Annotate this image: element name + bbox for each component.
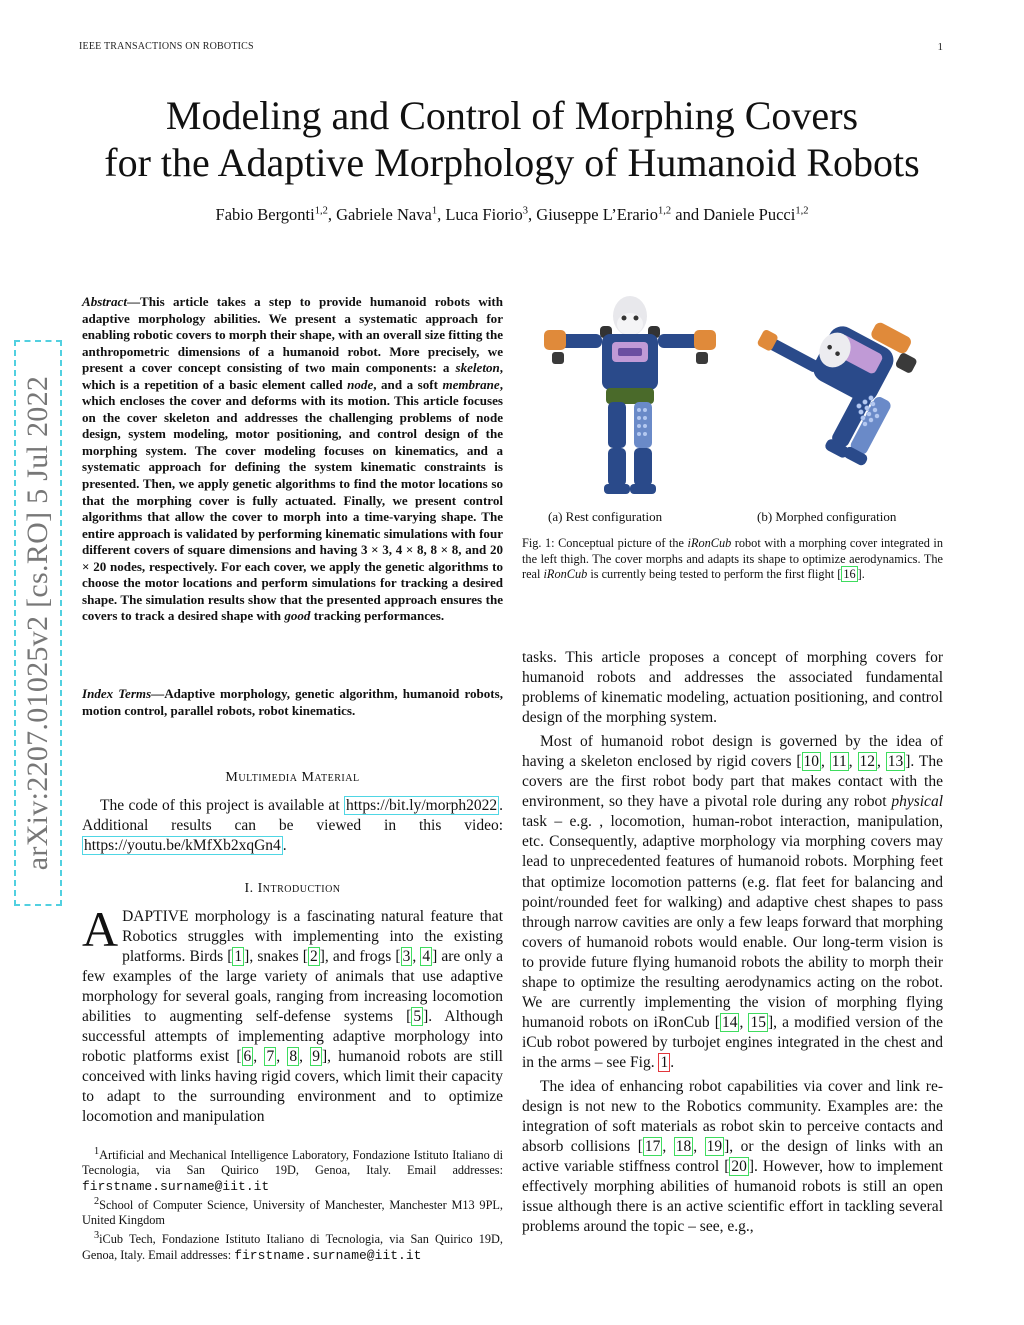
subfigure-caption-a: (a) Rest configuration bbox=[548, 509, 663, 524]
author-list bbox=[0, 205, 1024, 225]
introduction-text: ADAPTIVE morphology is a fascinating natural feature that Robotics struggles with implementing into the existing platforms. Birds [ 1 ], snakes [ 2 ], and frogs [ 3 , 4 ] are only a few examples of the large variety of animals that use adaptive morphology for several goals, ranging from increasing locomotion abilities to augmenting self-defense systems [ 5 ]. Although successful attempts of implementing adaptive morphology into robotic platforms exist [ 6 , 7 , 8 , 9 ], humanoid robots are still conceived with links having rigid covers, which limit their capacity to adapt to the surrounding environment and to optimize locomotion and manipulation bbox=[82, 901, 504, 1126]
author-name: Gabriele Nava bbox=[336, 205, 432, 224]
author-affiliation: 1,2 bbox=[795, 205, 809, 217]
abstract-text: tracking performances. bbox=[310, 608, 445, 624]
citation-link[interactable]: 20 bbox=[731, 1158, 747, 1176]
abstract-text: , and a soft bbox=[373, 376, 443, 392]
paragraph-text: ], or the design of links with an active variable stiffness control [ bbox=[522, 1138, 944, 1176]
figure-caption bbox=[522, 536, 943, 583]
robot-name: iRonCub bbox=[687, 536, 732, 550]
paragraph-text: Most of humanoid robot design is governed by the idea of having a skeleton enclosed by rigid covers [ bbox=[522, 733, 943, 771]
index-terms bbox=[82, 686, 503, 719]
intro-sentence: ], and frogs [ bbox=[319, 948, 401, 966]
intro-sentence: ]. Although successful attempts of implementing adaptive morphology into robotic platforms exist [ bbox=[82, 1008, 503, 1066]
citation-link[interactable]: 17 bbox=[644, 1138, 661, 1156]
multimedia-text bbox=[82, 796, 503, 856]
abstract bbox=[82, 294, 503, 625]
term-good: good bbox=[284, 608, 311, 624]
intro-sentence: ], snakes [ bbox=[244, 948, 308, 966]
intro-sentence: ] are only a few examples of the large variety of animals that use adaptive morphology for several goals, ranging from increasing locomotion abilities to augmenting self-defense systems [ bbox=[82, 948, 504, 1026]
citation-link[interactable]: 14 bbox=[721, 1013, 738, 1031]
abstract-text: , which encloses the cover and deforms with its motion. This article focuses on the cover skeleton and addresses the challenging problems of node design, system modeling, motor positioning, and control design of the morphing system. The cover modeling focuses on kinematics, and a systematic approach for defining the system kinematic constraints is presented. Then, we apply genetic algorithms to find the motor locations so that the morphing cover is fully actuated. Finally, we present control algorithms that allow the cover to morph into a time-varying shape. The entire approach is validated by performing kinematic simulations with four different covers of square dimensions and having 3 × 3, 4 × 8, 8 × 8, and 20 × 20 nodes, respectively. For each cover, we apply the genetic algorithms to choose the motor locations and perform simulations for tracking a desired shape. The simulation results show that the presented approach ensures the covers to track a desired shape with bbox=[82, 376, 503, 624]
paragraph-text: ]. However, how to implement effectively morphing abilities of humanoid robots is still an open issue although there is an active scientific effort in tackling several problems around the topic – see, e.g., bbox=[522, 1158, 943, 1236]
abstract-text: , which is a repetition of a basic element called bbox=[82, 360, 503, 392]
citation-link[interactable]: 10 bbox=[803, 753, 820, 771]
subfigure-caption-b: (b) Morphed configuration bbox=[757, 509, 897, 524]
page-number: 1 bbox=[937, 41, 943, 53]
multimedia-sentence: The code of this project is available at bbox=[100, 797, 344, 814]
footnote-marker: 1 bbox=[94, 1146, 100, 1157]
paragraph: tasks. This article proposes a concept of morphing covers for humanoid robots and addresses the associated fundamental problems of kinematic modeling, actuation positioning, and control design of the morphing system. bbox=[522, 649, 943, 727]
video-link[interactable]: https://youtu.be/kMfXb2xqGn4 bbox=[84, 837, 281, 854]
citation-link[interactable]: 3 bbox=[402, 948, 411, 966]
author-name: Daniele Pucci bbox=[703, 205, 796, 224]
author-separator: and bbox=[671, 205, 704, 224]
paragraph-text: ]. The covers are the first robot body part that makes contact with the environment, so they have a pivotal role during any robot bbox=[522, 753, 944, 811]
author-affiliation: 3 bbox=[522, 205, 529, 217]
arxiv-stamp-text: arXiv:2207.01025v2 [cs.RO] 5 Jul 2022 bbox=[21, 375, 54, 871]
citation-link[interactable]: 8 bbox=[289, 1048, 298, 1066]
citation-link[interactable]: 11 bbox=[831, 753, 847, 771]
introduction-heading: I. Introduction bbox=[244, 881, 341, 896]
citation-link[interactable]: 15 bbox=[750, 1013, 766, 1031]
footnote-marker: 2 bbox=[94, 1195, 100, 1207]
robot-morphed-configuration-image bbox=[747, 302, 939, 470]
author-separator: , bbox=[327, 205, 337, 224]
author-affiliation: 1,2 bbox=[658, 205, 672, 217]
arxiv-stamp[interactable] bbox=[14, 340, 62, 906]
paragraph-text: The idea of enhancing robot capabilities via cover and link re-design is not new to the Robotics community. Examples are: the integration of soft materials as robot skin to perceive contacts and absorb collisions [ bbox=[522, 1077, 943, 1156]
paragraph-text: . bbox=[670, 1053, 675, 1071]
paragraph-text: ], a modified version of the iCub robot powered by turbojet engines integrated in the chest and in the arms – see Fig. bbox=[522, 1013, 943, 1071]
abstract-label: Abstract bbox=[82, 294, 127, 309]
robot-name: iRonCub bbox=[543, 567, 588, 582]
paper-title bbox=[0, 92, 1024, 186]
footnote-text: Artificial and Mechanical Intelligence Laboratory, Fondazione Istituto Italiano di Tecnologia, via San Quirico 19D, Genoa, Italy. Email addresses: bbox=[82, 1148, 503, 1178]
citation-link[interactable]: 2 bbox=[309, 948, 318, 966]
multimedia-heading: Multimedia Material bbox=[225, 770, 360, 785]
citation-link[interactable]: 6 bbox=[243, 1048, 252, 1066]
author-separator: , bbox=[437, 205, 446, 224]
footnote-1 bbox=[82, 1144, 503, 1194]
caption-text: robot with a morphing cover integrated in the left thigh. The cover morphs and adapts its shape to optimize aerodynamics. The real bbox=[522, 536, 943, 582]
citation-link[interactable]: 9 bbox=[312, 1048, 320, 1066]
intro-sentence: DAPTIVE morphology is a fascinating natural feature that Robotics struggles with implementing into the existing platforms. Birds [ bbox=[122, 908, 503, 966]
footnote-marker: 3 bbox=[94, 1230, 100, 1242]
term-skeleton: skeleton bbox=[455, 360, 500, 376]
caption-text: ]. bbox=[857, 567, 865, 582]
citation-link[interactable]: 1 bbox=[234, 948, 243, 966]
citation-link[interactable]: 13 bbox=[887, 753, 904, 771]
index-terms-label: Index Terms bbox=[82, 686, 152, 701]
citation-link[interactable]: 16 bbox=[843, 567, 856, 582]
author-name: Fabio Bergonti bbox=[215, 205, 315, 224]
author-affiliation: 1,2 bbox=[314, 205, 328, 217]
citation-link[interactable]: 5 bbox=[413, 1008, 422, 1026]
index-terms-text: —Adaptive morphology, genetic algorithm, humanoid robots, motion control, parallel robots, robot kinematics. bbox=[82, 686, 503, 718]
term-node: node bbox=[347, 376, 374, 392]
drop-cap: A bbox=[82, 901, 119, 957]
code-link[interactable]: https://bit.ly/morph2022 bbox=[345, 797, 498, 814]
author-separator: , bbox=[528, 205, 537, 224]
author-affiliation: 1 bbox=[431, 205, 438, 217]
intro-sentence: ], humanoid robots are still conceived with links having rigid covers, which limit their capacity to adapt to the surrounding environment and to optimize locomotion and manipulation bbox=[82, 1048, 503, 1126]
emphasis: physical bbox=[891, 793, 943, 811]
caption-text: is currently being tested to perform the first flight [ bbox=[587, 567, 842, 582]
citation-link[interactable]: 19 bbox=[706, 1138, 723, 1156]
email-address: firstname.surname@iit.it bbox=[234, 1247, 422, 1263]
citation-link[interactable]: 7 bbox=[266, 1048, 275, 1066]
email-address: firstname.surname@iit.it bbox=[82, 1178, 270, 1194]
right-column-text bbox=[522, 648, 943, 1241]
title-line-2: for the Adaptive Morphology of Humanoid Robots bbox=[104, 140, 920, 185]
paragraph: The idea of enhancing robot capabilities via cover and link re-design is not new to the Robotics community. Examples are: the integration of soft materials as robot skin to perceive contacts and absorb collisions [ 17 , 18 , 19 ], or the design of links with an active variable stiffness control [ 20 ]. However, how to implement effectively morphing abilities of humanoid robots is still an open issue although there is an active scientific effort in tackling several problems around the topic – see, e.g., bbox=[522, 1077, 944, 1236]
author-name: Luca Fiorio bbox=[445, 205, 523, 224]
footnote-text: iCub Tech, Fondazione Istituto Italiano di Tecnologia, via San Quirico 19D, Genoa, Italy. Email addresses: bbox=[82, 1232, 503, 1262]
citation-link[interactable]: 12 bbox=[859, 753, 875, 771]
abstract-text: —This article takes a step to provide humanoid robots with adaptive morphology abilities. We present a systematic approach for enabling robotic covers to morph their shape, with an overall size fitting the anthropometric dimensions of a humanoid robot. More precisely, we present a cover concept consisting of two main components: a bbox=[82, 294, 503, 376]
title-line-1: Modeling and Control of Morphing Covers bbox=[165, 93, 859, 138]
footnote-3 bbox=[82, 1228, 503, 1263]
multimedia-sentence: . Additional results can be viewed in this video: bbox=[82, 797, 503, 834]
caption-text: Fig. 1: Conceptual picture of the bbox=[522, 536, 688, 550]
figure-1 bbox=[522, 286, 943, 516]
paragraph-text: task – e.g. , locomotion, human-robot interaction, manipulation, etc. Consequently, adaptive morphology via morphing covers may lead to unprecedented features of humanoid robots. Morphing feet that optimize locomotion patterns (e.g. flat feet for balancing and point/rounded feet for walking) and adaptive chest shapes to pass through narrow cavities are only a few leaps forward that morphing covers of humanoid robots would enable. Our long-term vision is to provide future flying humanoid robots the ability to morph their shape to optimize the resulting aerodynamics acting on the robot. We are currently implementing the vision of morphing flying humanoid robots on iRonCub [ bbox=[522, 813, 943, 1031]
citation-link[interactable]: 4 bbox=[422, 948, 431, 966]
robot-rest-configuration-image bbox=[534, 286, 724, 504]
citation-link[interactable]: 18 bbox=[675, 1138, 692, 1156]
footnotes bbox=[82, 1144, 503, 1263]
multimedia-sentence: . bbox=[282, 837, 287, 854]
footnote-2 bbox=[82, 1194, 503, 1229]
paragraph: Most of humanoid robot design is governed by the idea of having a skeleton enclosed by rigid covers [ 10 , 11 , 12 , 13 ]. The covers are the first robot body part that makes contact with the environment, so they have a pivotal role during any robot physical task – e.g. , locomotion, human-robot interaction, manipulation, etc. Consequently, adaptive morphology via morphing covers may lead to unprecedented features of humanoid robots. Morphing feet that optimize locomotion patterns (e.g. flat feet for balancing and point/rounded feet for walking) and adaptive chest shapes to pass through narrow cavities are only a few leaps forward that morphing covers of humanoid robots would enable. Our long-term vision is to provide future flying humanoid robots the ability to morph their shape to optimize the resulting aerodynamics acting on the robot. We are currently implementing the vision of morphing flying humanoid robots on iRonCub [ 14 , 15 ], a modified version of the iCub robot powered by turbojet engines integrated in the chest and in the arms – see Fig. 1 . bbox=[522, 733, 944, 1071]
running-head: IEEE TRANSACTIONS ON ROBOTICS bbox=[79, 41, 254, 52]
author-name: Giuseppe L’Erario bbox=[536, 205, 659, 224]
figure-reference-link[interactable]: 1 bbox=[660, 1053, 669, 1071]
footnote-text: School of Computer Science, University of Manchester, Manchester M13 9PL, United Kingdom bbox=[82, 1197, 503, 1227]
term-membrane: membrane bbox=[442, 376, 500, 392]
